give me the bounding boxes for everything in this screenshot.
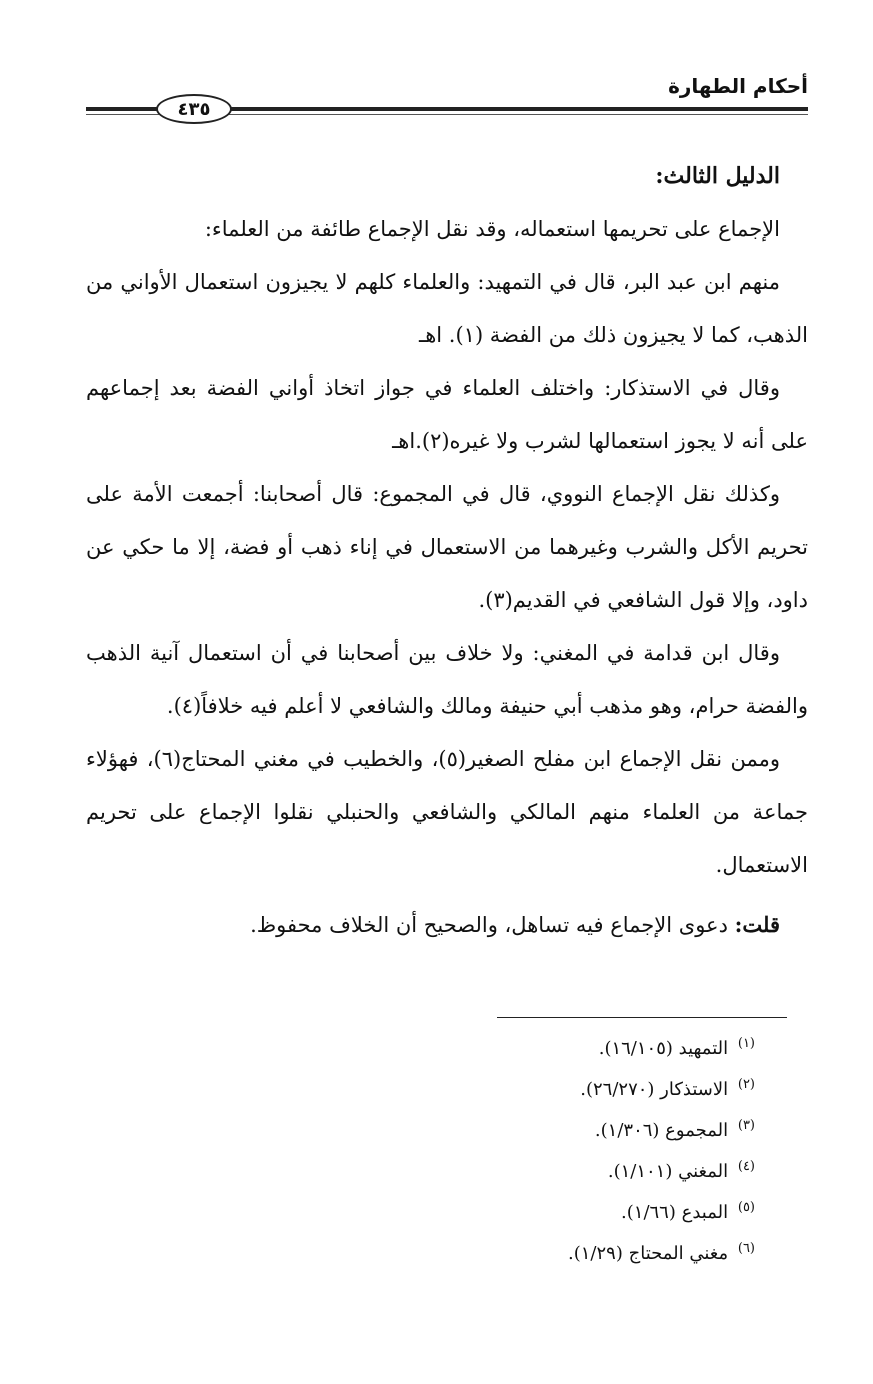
- footnote-item: [335, 1069, 755, 1110]
- footnote-text: مغني المحتاج (١/٢٩).: [568, 1243, 729, 1264]
- footnote-marker: (١): [737, 1036, 755, 1051]
- footnote-text: التمهيد (١٦/١٠٥).: [598, 1038, 729, 1059]
- paragraph-1: الإجماع على تحريمها استعماله، وقد نقل الإجماع طائفة من العلماء:: [204, 217, 780, 241]
- paragraph-4: وكذلك نقل الإجماع النووي، قال في المجموع: قال أصحابنا: أجمعت الأمة على تحريم الأكل والشرب وغيرهما من الاستعمال في إناء ذهب أو فضة، إلا ما حكي عن داود، وإلا قول الشافعي في القديم(٣).: [86, 482, 808, 612]
- paragraph-5: وقال ابن قدامة في المغني: ولا خلاف بين أصحابنا في أن استعمال آنية الذهب والفضة حرام، وهو مذهب أبي حنيفة ومالك والشافعي لا أعلم فيه خلافاً(٤).: [86, 641, 808, 718]
- paragraph-6: وممن نقل الإجماع ابن مفلح الصغير(٥)، والخطيب في مغني المحتاج(٦)، فهؤلاء جماعة من العلماء منهم المالكي والشافعي والحنبلي نقلوا الإجماع على تحريم الاستعمال.: [86, 747, 808, 877]
- footnotes: [335, 1028, 755, 1274]
- page-number: ٤٣٥: [156, 94, 232, 124]
- footnote-item: [335, 1151, 755, 1192]
- footnote-text: المغني (١/١٠١).: [607, 1161, 729, 1182]
- paragraph-3: وقال في الاستذكار: واختلف العلماء في جواز اتخاذ أواني الفضة بعد إجماعهم على أنه لا يجوز استعمالها لشرب ولا غيره(٢).اهـ: [86, 376, 808, 453]
- main-text: [86, 150, 808, 952]
- section-heading: الدليل الثالث:: [655, 163, 780, 189]
- paragraph-2: منهم ابن عبد البر، قال في التمهيد: والعلماء كلهم لا يجيزون استعمال الأواني من الذهب، كما لا يجيزون ذلك من الفضة (١). اهـ: [86, 270, 808, 347]
- footnote-marker: (٥): [737, 1200, 755, 1215]
- footnote-item: [335, 1028, 755, 1069]
- footnote-marker: (٦): [737, 1241, 755, 1256]
- footnote-separator: [497, 1017, 787, 1018]
- conclusion-text: دعوى الإجماع فيه تساهل، والصحيح أن الخلاف محفوظ.: [250, 913, 728, 937]
- footnote-text: الاستذكار (٢٦/٢٧٠).: [580, 1079, 729, 1100]
- footnote-text: المجموع (١/٣٠٦).: [594, 1120, 729, 1141]
- conclusion-label: قلت:: [734, 912, 780, 937]
- footnote-item: [335, 1110, 755, 1151]
- footnote-marker: (٢): [737, 1077, 755, 1092]
- conclusion-paragraph: [86, 898, 808, 952]
- page-header: [86, 72, 808, 120]
- running-title: أحكام الطهارة: [668, 74, 808, 98]
- footnote-text: المبدع (١/٦٦).: [621, 1202, 729, 1223]
- footnote-item: [335, 1233, 755, 1274]
- footnote-item: [335, 1192, 755, 1233]
- footnote-marker: (٤): [737, 1159, 755, 1174]
- footnote-marker: (٣): [737, 1118, 755, 1133]
